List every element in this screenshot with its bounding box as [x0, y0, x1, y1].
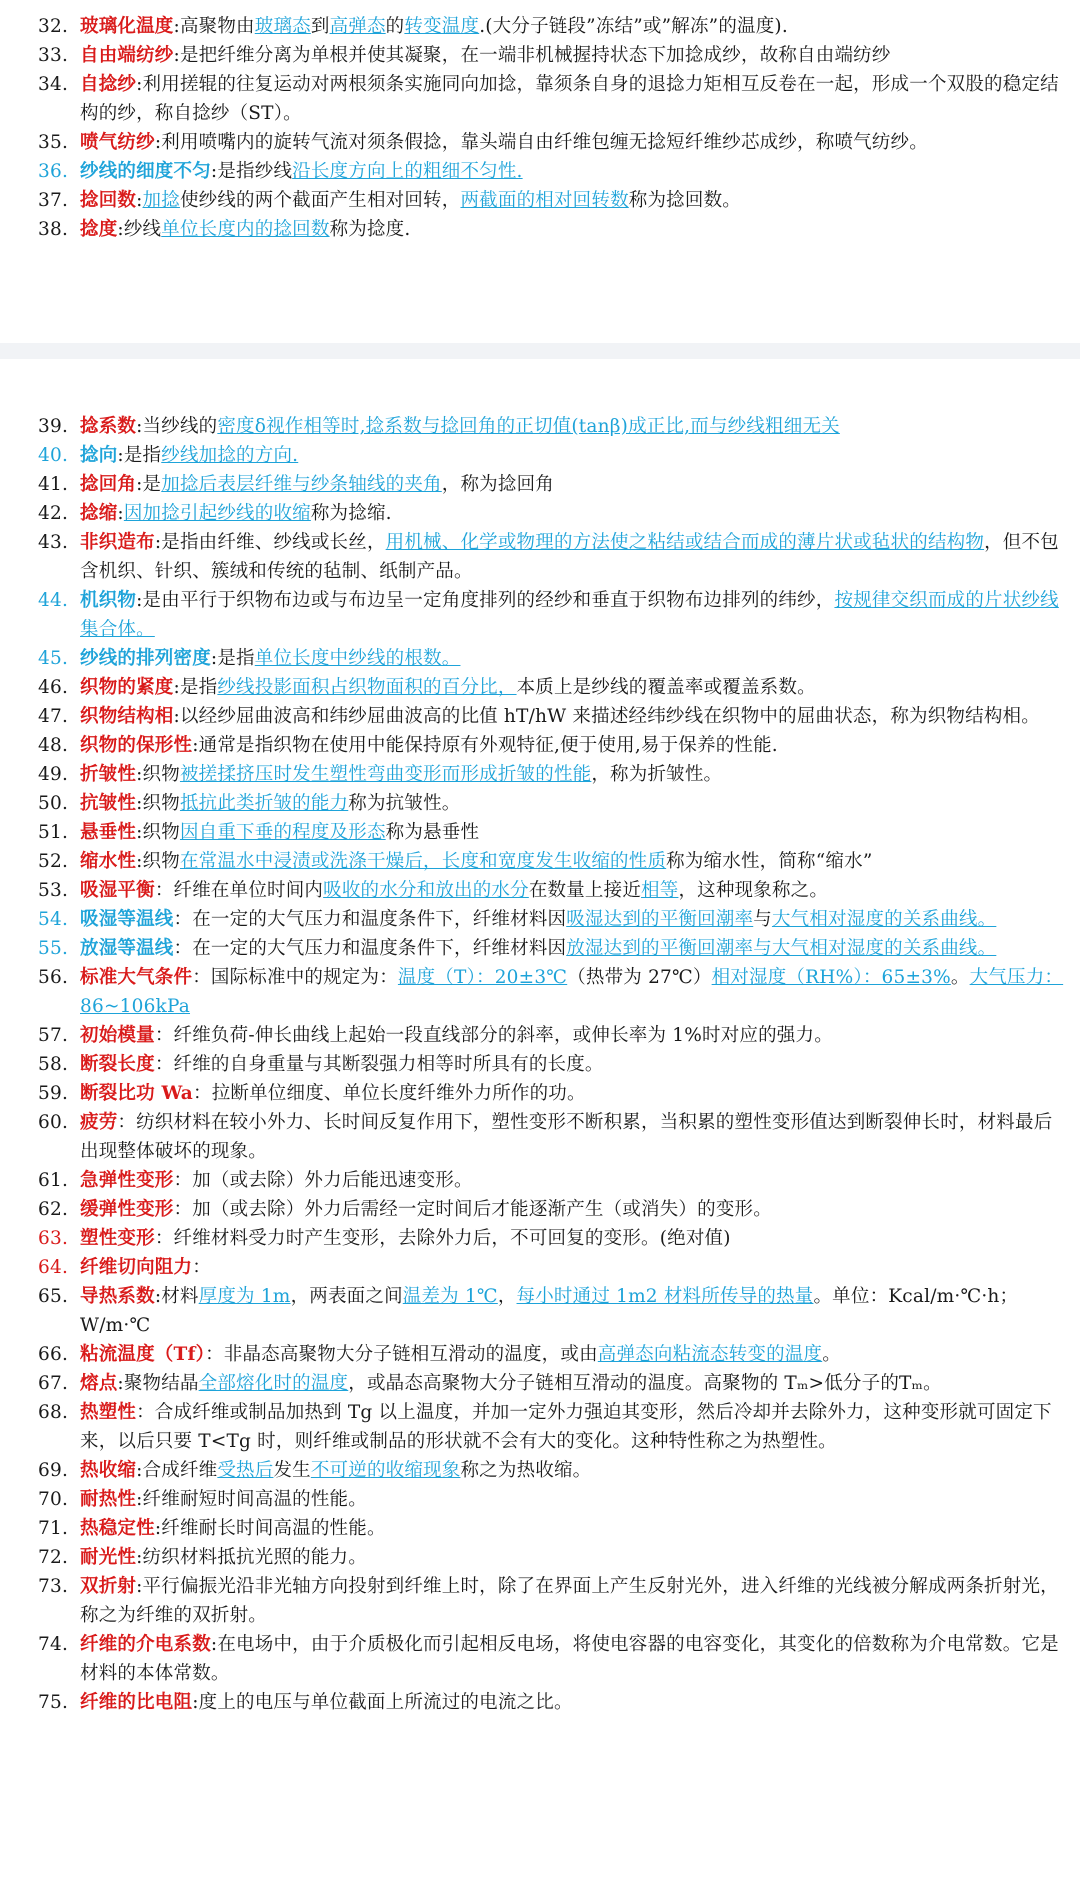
entry-number: 37.: [38, 190, 69, 211]
definition-text: ：在一定的大气压力和温度条件下，纤维材料因: [173, 909, 567, 930]
definition-entry: [0, 470, 1080, 499]
entry-number: 41.: [38, 474, 69, 495]
definition-entry: [0, 1282, 1080, 1340]
entry-term: 捻回数: [80, 190, 137, 211]
definition-entry: [0, 847, 1080, 876]
definition-text: 使纱线的两个截面产生相对回转，: [179, 190, 461, 211]
definition-text: :是指: [173, 677, 218, 698]
definition-entry: [0, 818, 1080, 847]
definition-text: :以经纱屈曲波高和纬纱屈曲波高的比值 hT/hW 来描述经纬纱线在织物中的屈曲状态，称为织物结构相。: [173, 706, 1040, 727]
entry-term: 吸湿等温线: [80, 909, 174, 930]
definition-text: :是指纱线: [210, 161, 293, 182]
definition-entry: [0, 1369, 1080, 1398]
definition-text: :纤维耐短时间高温的性能。: [136, 1489, 367, 1510]
definition-entry: [0, 1195, 1080, 1224]
definition-entry: [0, 1398, 1080, 1456]
highlighted-phrase: 全部熔化时的温度: [198, 1373, 349, 1394]
definition-entry: [0, 1224, 1080, 1253]
definition-text: 到: [310, 16, 330, 37]
definition-text: ，称为折皱性。: [591, 764, 723, 785]
entry-term: 耐热性: [80, 1489, 137, 1510]
definition-entry: [0, 1253, 1080, 1282]
highlighted-phrase: 密度δ视作相等时,捻系数与捻回角的正切值(tanβ)成正比,而与纱线粗细无关: [217, 416, 840, 437]
definitions-list-top: [0, 12, 1080, 244]
definition-entry: [0, 1166, 1080, 1195]
highlighted-phrase: 单位长度内的捻回数: [161, 219, 330, 240]
entry-term: 双折射: [80, 1576, 137, 1597]
definition-text: :织物: [136, 764, 180, 785]
entry-term: 缩水性: [80, 851, 137, 872]
entry-number: 40.: [38, 445, 69, 466]
highlighted-phrase: 纱线投影面积占织物面积的百分比，: [217, 677, 517, 698]
highlighted-phrase: 大气压力：86~106kPa: [80, 967, 1064, 1017]
definition-entry: [0, 644, 1080, 673]
definition-text: 称为捻回数。: [628, 190, 741, 211]
entry-number: 66.: [38, 1344, 69, 1365]
entry-number: 73.: [38, 1576, 69, 1597]
definition-entry: [0, 70, 1080, 128]
page-gap-divider: [0, 343, 1080, 359]
definition-entry: [0, 499, 1080, 528]
entry-number: 53.: [38, 880, 69, 901]
definition-text: 称为抗皱性。: [348, 793, 461, 814]
highlighted-phrase: 因自重下垂的程度及形态: [179, 822, 386, 843]
highlighted-phrase: 玻璃态: [254, 16, 311, 37]
definition-text: :合成纤维: [136, 1460, 218, 1481]
definition-text: :在电场中，由于介质极化而引起相反电场，将使电容器的电容变化，其变化的倍数称为介电常数。它是材料的本体常数。: [80, 1634, 1059, 1684]
definition-text: ：: [192, 1257, 211, 1278]
entry-number: 57.: [38, 1025, 69, 1046]
entry-term: 热稳定性: [80, 1518, 155, 1539]
highlighted-phrase: 吸湿达到的平衡回潮率: [566, 909, 754, 930]
entry-number: 35.: [38, 132, 69, 153]
entry-number: 59.: [38, 1083, 69, 1104]
definition-text: 称为捻度.: [329, 219, 411, 240]
definition-text: :织物: [136, 793, 180, 814]
entry-number: 36.: [38, 161, 69, 182]
definition-entry: [0, 128, 1080, 157]
entry-number: 51.: [38, 822, 69, 843]
entry-term: 耐光性: [80, 1547, 137, 1568]
definition-entry: [0, 215, 1080, 244]
entry-term: 织物的保形性: [80, 735, 193, 756]
highlighted-phrase: 两截面的相对回转数: [460, 190, 629, 211]
definition-entry: [0, 1630, 1080, 1688]
entry-term: 断裂比功 Wa: [80, 1083, 193, 1104]
highlighted-phrase: 纱线加捻的方向.: [161, 445, 299, 466]
definition-entry: [0, 412, 1080, 441]
entry-number: 33.: [38, 45, 69, 66]
entry-term: 悬垂性: [80, 822, 137, 843]
entry-number: 38.: [38, 219, 69, 240]
definition-entry: [0, 1050, 1080, 1079]
definition-entry: [0, 963, 1080, 1021]
entry-number: 69.: [38, 1460, 69, 1481]
highlighted-phrase: 用机械、化学或物理的方法使之粘结或结合而成的薄片状或毡状的结构物: [385, 532, 985, 553]
entry-number: 68.: [38, 1402, 69, 1423]
definition-text: ：纤维的自身重量与其断裂强力相等时所具有的长度。: [154, 1054, 604, 1075]
definition-entry: [0, 1456, 1080, 1485]
entry-number: 56.: [38, 967, 69, 988]
entry-number: 32.: [38, 16, 69, 37]
entry-number: 70.: [38, 1489, 69, 1510]
entry-term: 织物的紧度: [80, 677, 174, 698]
definition-text: 称为悬垂性: [385, 822, 480, 843]
definition-entry: [0, 1108, 1080, 1166]
entry-number: 45.: [38, 648, 69, 669]
definition-text: :是由平行于织物布边或与布边呈一定角度排列的经纱和垂直于织物布边排列的纬纱，: [136, 590, 835, 611]
entry-number: 75.: [38, 1692, 69, 1713]
definition-text: ：纺织材料在较小外力、长时间反复作用下，塑性变形不断积累，当积累的塑性变形值达到断裂伸长时，材料最后出现整体破坏的现象。: [80, 1112, 1053, 1162]
definition-entry: [0, 1485, 1080, 1514]
definition-text: 。单位：Kcal/m·℃·h；W/m·℃: [80, 1286, 1019, 1336]
definition-text: :织物: [136, 822, 180, 843]
entry-number: 34.: [38, 74, 69, 95]
entry-term: 捻向: [80, 445, 118, 466]
entry-term: 放湿等温线: [80, 938, 174, 959]
definition-text: 发生: [273, 1460, 311, 1481]
entry-term: 喷气纺纱: [80, 132, 155, 153]
entry-term: 抗皱性: [80, 793, 137, 814]
entry-term: 织物结构相: [80, 706, 174, 727]
entry-number: 49.: [38, 764, 69, 785]
highlighted-phrase: 受热后: [217, 1460, 274, 1481]
definition-text: ：纤维在单位时间内: [154, 880, 324, 901]
definition-text: :通常是指织物在使用中能保持原有外观特征,便于使用,易于保养的性能.: [192, 735, 778, 756]
entry-number: 61.: [38, 1170, 69, 1191]
highlighted-phrase: 厚度为 1m: [198, 1286, 291, 1307]
definition-text: ，称为捻回角: [441, 474, 554, 495]
entry-term: 纱线的细度不匀: [80, 161, 211, 182]
highlighted-phrase: 吸收的水分和放出的水分: [323, 880, 529, 901]
definition-text: ，这种现象称之。: [678, 880, 829, 901]
definition-text: （热带为 27℃）: [567, 967, 712, 988]
definition-text: :是指: [210, 648, 255, 669]
definition-entry: [0, 905, 1080, 934]
entry-term: 纤维切向阻力: [80, 1257, 193, 1278]
entry-term: 导热系数: [80, 1286, 155, 1307]
entry-number: 71.: [38, 1518, 69, 1539]
definition-entry: [0, 41, 1080, 70]
highlighted-phrase: 不可逆的收缩现象: [310, 1460, 461, 1481]
entry-number: 42.: [38, 503, 69, 524]
highlighted-phrase: 单位长度中纱线的根数。: [254, 648, 461, 669]
definition-entry: [0, 1340, 1080, 1369]
definition-entry: [0, 441, 1080, 470]
entry-term: 纱线的排列密度: [80, 648, 211, 669]
definition-entry: [0, 731, 1080, 760]
highlighted-phrase: 相等: [641, 880, 679, 901]
entry-term: 熔点: [80, 1373, 118, 1394]
entry-term: 纤维的介电系数: [80, 1634, 211, 1655]
definition-text: :: [117, 503, 124, 524]
definition-text: ，或晶态高聚物大分子链相互滑动的温度。高聚物的 Tₘ>低分子的Tₘ。: [348, 1373, 942, 1394]
entry-term: 热塑性: [80, 1402, 137, 1423]
entry-number: 44.: [38, 590, 69, 611]
entry-term: 纤维的比电阻: [80, 1692, 193, 1713]
definition-entry: [0, 934, 1080, 963]
definition-text: ：非晶态高聚物大分子链相互滑动的温度，或由: [205, 1344, 598, 1365]
highlighted-phrase: 温度（T）：20±3℃: [397, 967, 568, 988]
definition-text: :高聚物由: [173, 16, 255, 37]
definition-entry: [0, 528, 1080, 586]
entry-term: 捻系数: [80, 416, 137, 437]
entry-term: 自由端纺纱: [80, 45, 174, 66]
definition-text: 与: [753, 909, 772, 930]
highlighted-phrase: 转变温度: [404, 16, 480, 37]
definition-text: ，但不包含机织、针织、簇绒和传统的毡制、纸制产品。: [80, 532, 1059, 582]
definition-entry: [0, 1021, 1080, 1050]
entry-number: 52.: [38, 851, 69, 872]
definitions-list-bottom: [0, 412, 1080, 1717]
definition-text: :织物: [136, 851, 180, 872]
highlighted-phrase: 因加捻引起纱线的收缩: [123, 503, 311, 524]
entry-term: 捻回角: [80, 474, 137, 495]
definition-text: :是指: [117, 445, 162, 466]
definition-entry: [0, 12, 1080, 41]
entry-number: 47.: [38, 706, 69, 727]
entry-number: 65.: [38, 1286, 69, 1307]
definition-entry: [0, 1514, 1080, 1543]
definition-text: :当纱线的: [136, 416, 218, 437]
entry-term: 热收缩: [80, 1460, 137, 1481]
highlighted-phrase: 抵抗此类折皱的能力: [179, 793, 349, 814]
definition-text: ：纤维材料受力时产生变形，去除外力后，不可回复的变形。(绝对值): [154, 1228, 731, 1249]
highlighted-phrase: 相对湿度（RH%）：65±3%: [711, 967, 951, 988]
definition-text: 称之为热收缩。: [460, 1460, 592, 1481]
definition-text: ：在一定的大气压力和温度条件下，纤维材料因: [173, 938, 567, 959]
entry-number: 64.: [38, 1257, 69, 1278]
definition-text: ：纤维负荷-伸长曲线上起始一段直线部分的斜率，或伸长率为 1%时对应的强力。: [154, 1025, 833, 1046]
definition-entry: [0, 186, 1080, 215]
definition-text: ，两表面之间: [290, 1286, 403, 1307]
entry-number: 63.: [38, 1228, 69, 1249]
highlighted-phrase: 大气相对湿度的关系曲线。: [771, 909, 997, 930]
definition-text: 。: [950, 967, 970, 988]
entry-number: 46.: [38, 677, 69, 698]
definition-text: 本质上是纱线的覆盖率或覆盖系数。: [516, 677, 816, 698]
entry-term: 玻璃化温度: [80, 16, 174, 37]
definition-text: ：拉断单位细度、单位长度纤维外力所作的功。: [193, 1083, 586, 1104]
definition-text: 称为缩水性，简称“缩水”: [666, 851, 873, 872]
definition-text: :纺织材料抵抗光照的能力。: [136, 1547, 367, 1568]
entry-term: 塑性变形: [80, 1228, 155, 1249]
entry-number: 50.: [38, 793, 69, 814]
entry-term: 捻度: [80, 219, 118, 240]
highlighted-phrase: 加捻: [142, 190, 180, 211]
entry-term: 粘流温度（Tf）: [80, 1344, 206, 1365]
definition-entry: [0, 1572, 1080, 1630]
entry-number: 55.: [38, 938, 69, 959]
definition-text: .(大分子链段”冻结”或”解冻”的温度).: [479, 16, 788, 37]
highlighted-phrase: 沿长度方向上的粗细不匀性.: [292, 161, 523, 182]
definition-text: ，: [497, 1286, 517, 1307]
highlighted-phrase: 在常温水中浸渍或洗涤干燥后，长度和宽度发生收缩的性质: [179, 851, 667, 872]
entry-number: 48.: [38, 735, 69, 756]
definition-text: 在数量上接近: [528, 880, 642, 901]
definition-entry: [0, 702, 1080, 731]
definition-entry: [0, 789, 1080, 818]
definition-text: :纤维耐长时间高温的性能。: [154, 1518, 386, 1539]
highlighted-phrase: 高弹态: [329, 16, 386, 37]
entry-number: 67.: [38, 1373, 69, 1394]
definition-entry: [0, 760, 1080, 789]
entry-term: 吸湿平衡: [80, 880, 155, 901]
entry-term: 急弹性变形: [80, 1170, 174, 1191]
entry-number: 62.: [38, 1199, 69, 1220]
definition-text: :利用喷嘴内的旋转气流对须条假捻，靠头端自由纤维包缠无捻短纤维纱芯成纱，称喷气纺纱。: [154, 132, 928, 153]
entry-number: 39.: [38, 416, 69, 437]
entry-term: 折皱性: [80, 764, 137, 785]
definition-entry: [0, 673, 1080, 702]
entry-number: 60.: [38, 1112, 69, 1133]
entry-term: 捻缩: [80, 503, 118, 524]
entry-term: 非织造布: [80, 532, 155, 553]
definition-text: :是指由纤维、纱线或长丝，: [154, 532, 386, 553]
entry-term: 断裂长度: [80, 1054, 155, 1075]
entry-number: 74.: [38, 1634, 69, 1655]
definition-text: ：合成纤维或制品加热到 Tg 以上温度，并加一定外力强迫其变形，然后冷却并去除外力，这种变形就可固定下来，以后只要 T<Tg 时，则纤维或制品的形状就不会有大的变化。这种特性称之为热塑性。: [80, 1402, 1052, 1452]
definition-text: :是: [136, 474, 162, 495]
definition-entry: [0, 1543, 1080, 1572]
entry-number: 58.: [38, 1054, 69, 1075]
entry-term: 机织物: [80, 590, 137, 611]
definition-text: :利用搓辊的往复运动对两根须条实施同向加捻，靠须条自身的退捻力矩相互反卷在一起，形成一个双股的稳定结构的纱，称自捻纱（ST）。: [80, 74, 1059, 124]
definition-text: :度上的电压与单位截面上所流过的电流之比。: [192, 1692, 573, 1713]
definition-text: :聚物结晶: [117, 1373, 199, 1394]
entry-term: 标准大气条件: [80, 967, 193, 988]
entry-term: 疲劳: [80, 1112, 118, 1133]
highlighted-phrase: 放湿达到的平衡回潮率与大气相对湿度的关系曲线。: [566, 938, 997, 959]
definition-entry: [0, 586, 1080, 644]
definition-entry: [0, 157, 1080, 186]
definition-text: :纱线: [117, 219, 162, 240]
entry-number: 43.: [38, 532, 69, 553]
entry-term: 缓弹性变形: [80, 1199, 174, 1220]
highlighted-phrase: 高弹态向粘流态转变的温度: [597, 1344, 823, 1365]
highlighted-phrase: 按规律交织而成的片状纱线集合体。: [80, 590, 1059, 640]
definition-text: 。: [822, 1344, 841, 1365]
highlighted-phrase: 加捻后表层纤维与纱条轴线的夹角: [161, 474, 442, 495]
entry-term: 自捻纱: [80, 74, 137, 95]
definition-text: :: [136, 190, 143, 211]
definition-entry: [0, 1688, 1080, 1717]
definition-text: ：加（或去除）外力后能迅速变形。: [173, 1170, 473, 1191]
definition-text: 的: [385, 16, 405, 37]
definition-text: :材料: [154, 1286, 199, 1307]
highlighted-phrase: 被搓揉挤压时发生塑性弯曲变形而形成折皱的性能: [179, 764, 592, 785]
definition-text: :是把纤维分离为单根并使其凝聚，在一端非机械握持状态下加捻成纱，故称自由端纺纱: [173, 45, 891, 66]
definition-text: ：国际标准中的规定为：: [192, 967, 398, 988]
entry-number: 54.: [38, 909, 69, 930]
definition-entry: [0, 876, 1080, 905]
entry-number: 72.: [38, 1547, 69, 1568]
highlighted-phrase: 温差为 1℃: [402, 1286, 498, 1307]
definition-text: :平行偏振光沿非光轴方向投射到纤维上时，除了在界面上产生反射光外，进入纤维的光线被分解成两条折射光，称之为纤维的双折射。: [80, 1576, 1059, 1626]
definition-text: ：加（或去除）外力后需经一定时间后才能逐渐产生（或消失）的变形。: [173, 1199, 772, 1220]
definition-text: 称为捻缩.: [310, 503, 392, 524]
definition-entry: [0, 1079, 1080, 1108]
highlighted-phrase: 每小时通过 1m2 材料所传导的热量: [516, 1286, 814, 1307]
entry-term: 初始模量: [80, 1025, 155, 1046]
